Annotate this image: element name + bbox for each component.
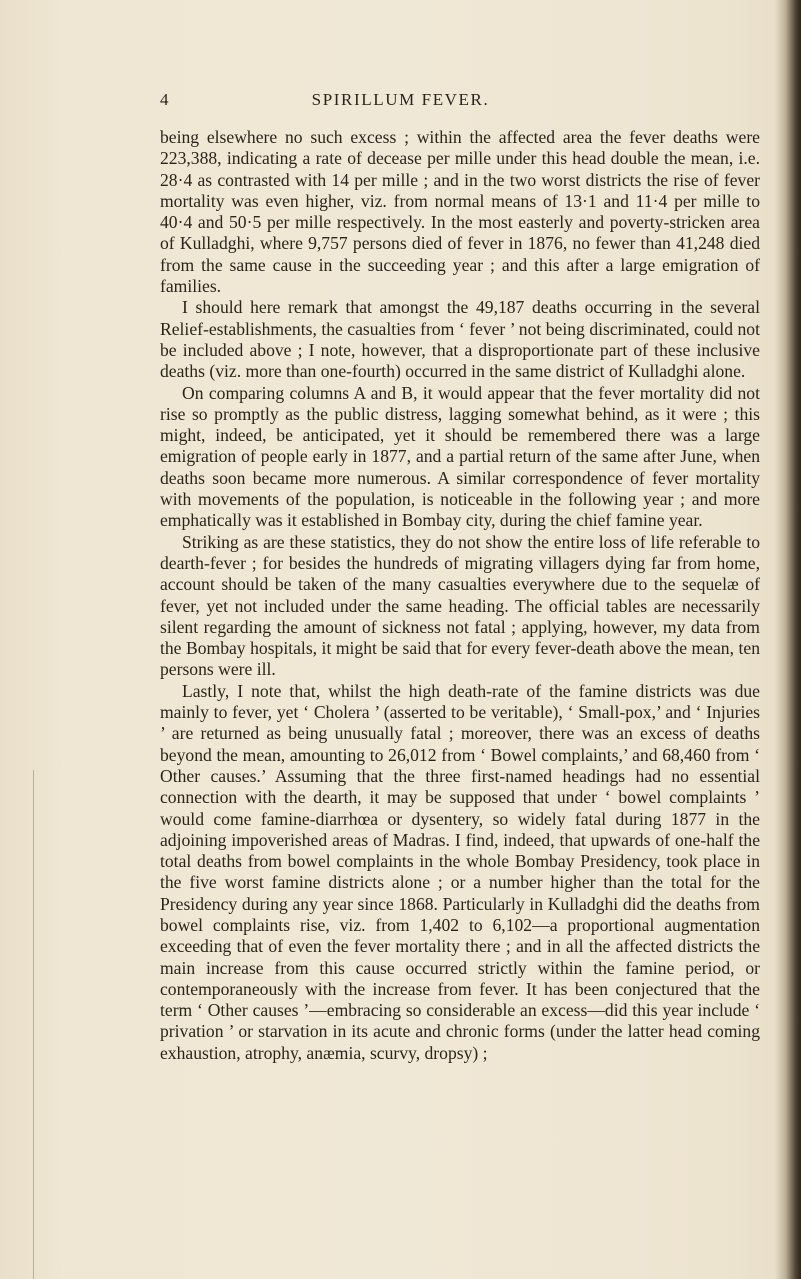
paragraph-1: being elsewhere no such excess ; within the affected area the fever deaths were 223,388, indicating a rate of decease per mille under this head double the mean, i.e. 28·4 as contrasted with 14 per mille ; and in the two worst districts the rise of fever mortality was even higher, viz. from normal means of 13·1 and 11·4 per mille to 40·4 and 50·5 per mille respectively. In the most easterly and poverty-stricken area of Kulladghi, where 9,757 persons died of fever in 1876, no fewer than 41,248 died from the same cause in the succeeding year ; and this after a large emigration of families.: [160, 127, 760, 297]
body-text: [160, 127, 760, 1064]
page-header: [0, 90, 801, 114]
paragraph-3: On comparing columns A and B, it would appear that the fever mortality did not rise so promptly as the public distress, lagging somewhat behind, as it were ; this might, indeed, be anticipated, yet it should be remembered there was a large emigration of people early in 1877, and a partial return of the same after June, when deaths soon became more numerous. A similar correspondence of fever mortality with movements of the population, is noticeable in the following year ; and more emphatically was it established in Bombay city, during the chief famine year.: [160, 382, 760, 531]
page-edge-rule: [33, 770, 34, 1279]
page-number: 4: [160, 90, 169, 109]
running-head: SPIRILLUM FEVER.: [311, 90, 490, 109]
paragraph-5: Lastly, I note that, whilst the high death-rate of the famine districts was due mainly to fever, yet ‘ Cholera ’ (asserted to be veritable), ‘ Small-pox,’ and ‘ Injuries ’ are returned as being unusually fatal ; moreover, there was an excess of deaths beyond the mean, amounting to 26,012 from ‘ Bowel complaints,’ and 68,460 from ‘ Other causes.’ Assuming that the three first-named headings had no essential connection with the dearth, it may be supposed that under ‘ bowel complaints ’ would come famine-diarrhœa or dysentery, so widely fatal during 1877 in the adjoining impoverished areas of Madras. I find, indeed, that upwards of one-half the total deaths from bowel complaints in the whole Bombay Presidency, took place in the five worst famine districts alone ; or a number higher than the total for the Presidency during any year since 1868. Particularly in Kulladghi did the deaths from bowel complaints rise, viz. from 1,402 to 6,102—a proportional augmentation exceeding that of even the fever mortality there ; and in all the affected districts the main increase from this cause occurred strictly within the famine period, or contemporaneously with the increase from fever. It has been conjectured that the term ‘ Other causes ’—embracing so considerable an excess—did this year include ‘ privation ’ or starvation in its acute and chronic forms (under the latter head coming exhaustion, atrophy, anæmia, scurvy, dropsy) ;: [160, 680, 760, 1063]
paragraph-4: Striking as are these statistics, they do not show the entire loss of life referable to dearth-fever ; for besides the hundreds of migrating villagers dying far from home, account should be taken of the many casualties everywhere due to the sequelæ of fever, yet not included under the same heading. The official tables are necessarily silent regarding the amount of sickness not fatal ; applying, however, my data from the Bombay hospitals, it might be said that for every fever-death above the mean, ten persons were ill.: [160, 531, 760, 680]
paragraph-2: I should here remark that amongst the 49,187 deaths occurring in the several Relief-establishments, the casualties from ‘ fever ’ not being discriminated, could not be included above ; I note, however, that a disproportionate part of these inclusive deaths (viz. more than one-fourth) occurred in the same district of Kulladghi alone.: [160, 297, 760, 382]
binding-shadow: [775, 0, 801, 1279]
